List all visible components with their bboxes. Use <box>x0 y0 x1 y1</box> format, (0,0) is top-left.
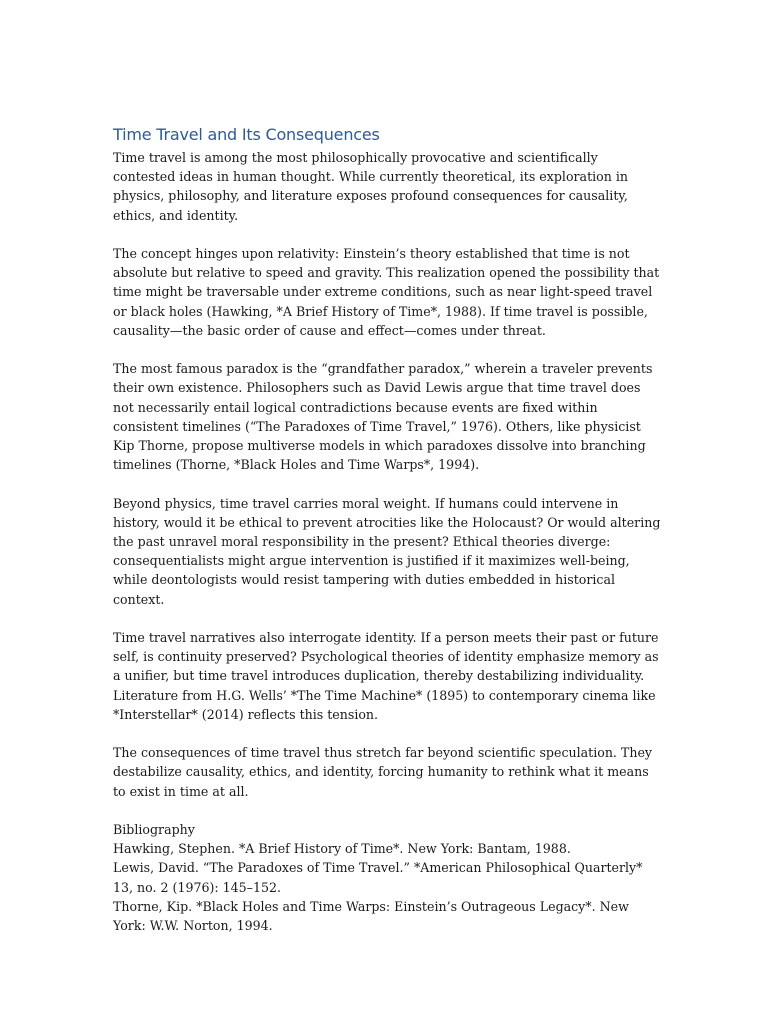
document-title: Time Travel and Its Consequences <box>113 125 380 144</box>
document-body <box>113 125 661 935</box>
bibliography-entry: Hawking, Stephen. *A Brief History of Time*. New York: Bantam, 1988. <box>113 841 571 857</box>
paragraph-ethics: Beyond physics, time travel carries moral weight. If humans could intervene in history, would it be ethical to prevent atrocities like the Holocaust? Or would altering the past unravel moral responsibility in the present? Ethical theories diverge: consequentialists might argue intervention is justified if it maximizes well-being, while deontologists would resist tampering with duties embedded in historical context. <box>113 495 661 607</box>
paragraph-intro: Time travel is among the most philosophically provocative and scientifically contested ideas in human thought. While currently theoretical, its exploration in physics, philosophy, and literature exposes profound consequences for causality, ethics, and identity. <box>113 150 628 223</box>
paragraph-conclusion: The consequences of time travel thus stretch far beyond scientific speculation. They destabilize causality, ethics, and identity, forcing humanity to rethink what it means to exist in time at all. <box>113 745 653 799</box>
paragraph-identity: Time travel narratives also interrogate identity. If a person meets their past or future self, is continuity preserved? Psychological theories of identity emphasize memory as a unifier, but time travel introduces duplication, thereby destabilizing individuality. Literature from H.G. Wells’ *The Time Machine* (1895) to contemporary cinema like *Interstellar* (2014) reflects this tension. <box>113 630 659 722</box>
bibliography-entry: Lewis, David. “The Paradoxes of Time Travel.” *American Philosophical Quarterly* 13, no. 2 (1976): 145–152. <box>113 860 643 895</box>
paragraph-relativity: The concept hinges upon relativity: Einstein’s theory established that time is not absolute but relative to speed and gravity. This realization opened the possibility that time might be traversable under extreme conditions, such as near light-speed travel or black holes (Hawking, *A Brief History of Time*, 1988). If time travel is possible, causality—the basic order of cause and effect—comes under threat. <box>113 246 660 338</box>
bibliography-heading: Bibliography <box>113 822 195 838</box>
paragraph-paradox: The most famous paradox is the “grandfather paradox,” wherein a traveler prevents their own existence. Philosophers such as David Lewis argue that time travel does not necessarily entail logical contradictions because events are fixed within consistent timelines (“The Paradoxes of Time Travel,” 1976). Others, like physicist Kip Thorne, propose multiverse models in which paradoxes dissolve into branching timelines (Thorne, *Black Holes and Time Warps*, 1994). <box>113 361 653 473</box>
bibliography <box>113 820 661 935</box>
bibliography-entry: Thorne, Kip. *Black Holes and Time Warps: Einstein’s Outrageous Legacy*. New York: W.W. Norton, 1994. <box>113 898 629 934</box>
